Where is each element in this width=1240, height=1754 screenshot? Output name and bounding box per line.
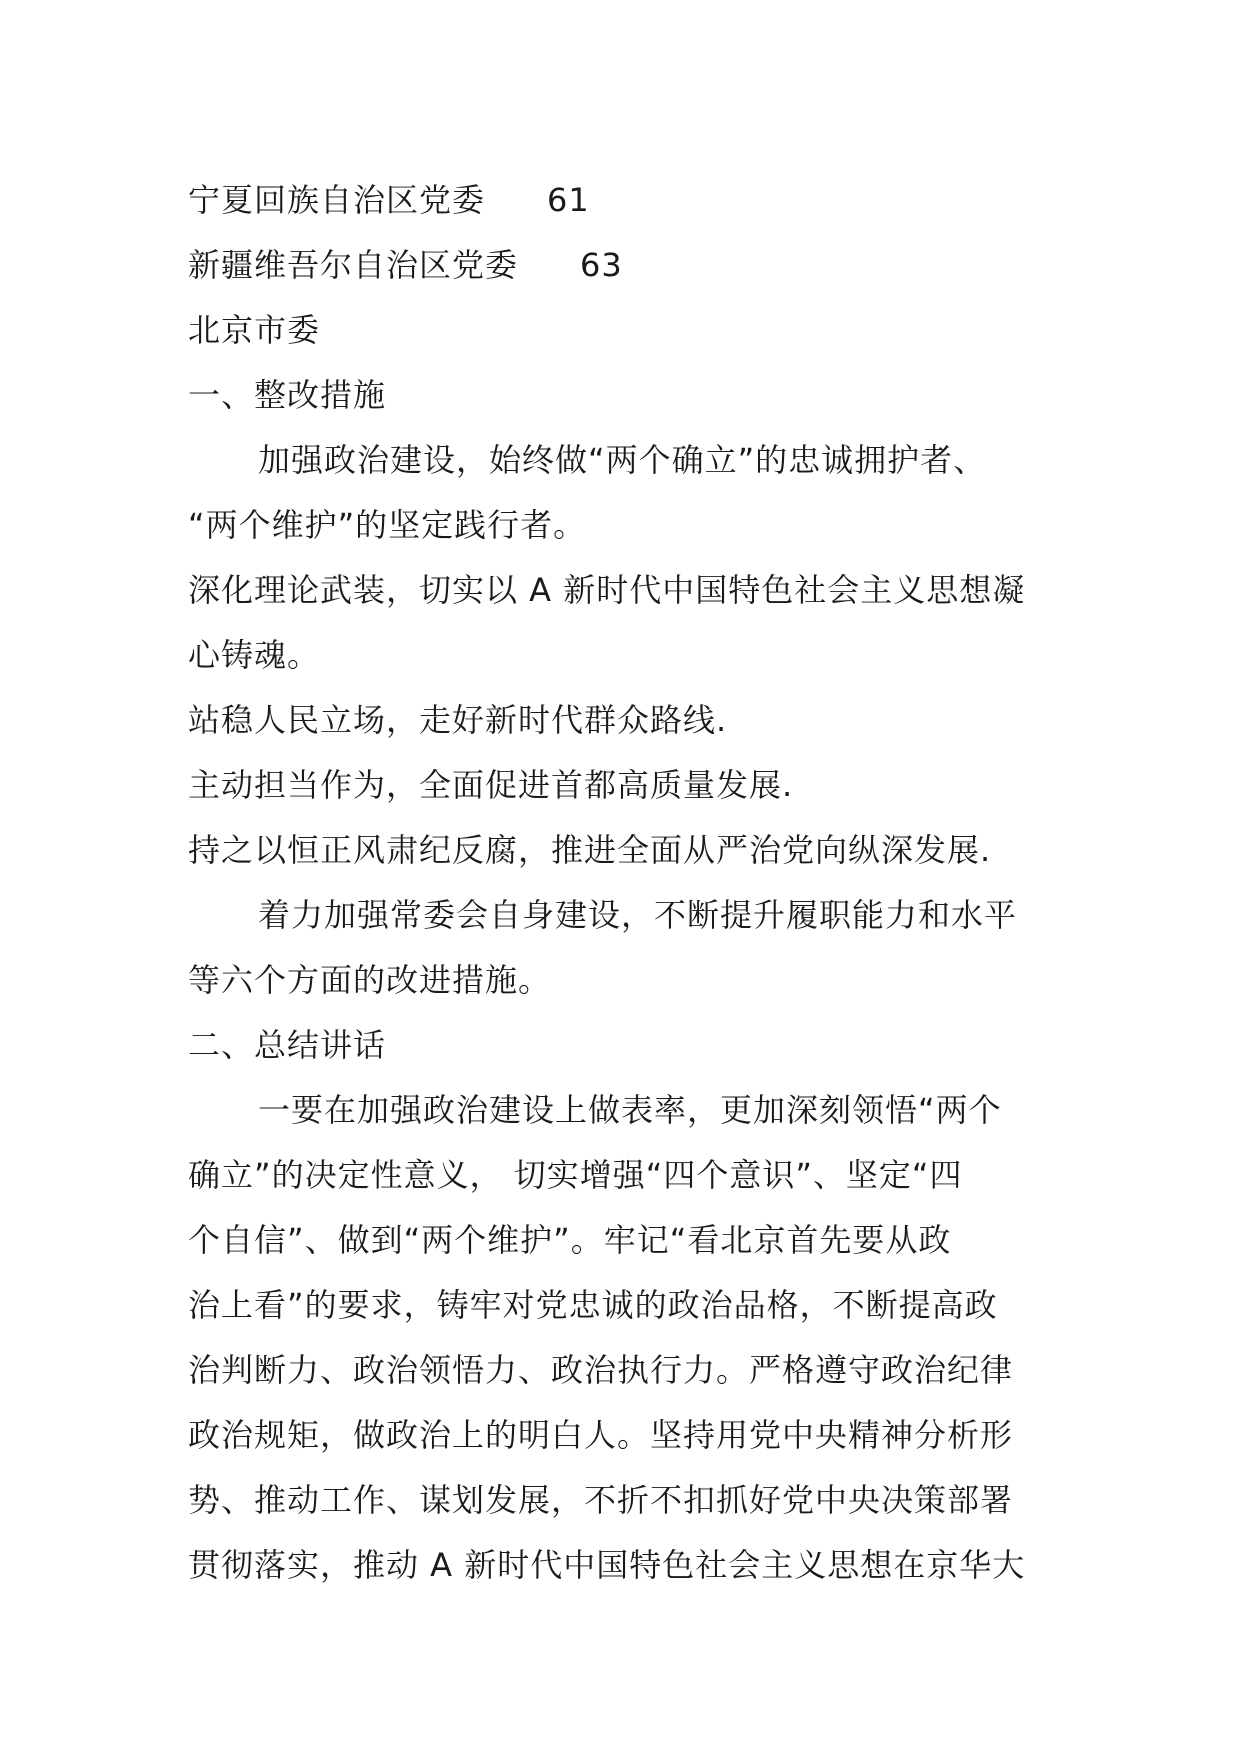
toc-entry-ningxia (188, 168, 1068, 233)
measure-paragraph-6-cont: 等六个方面的改进措施。 (188, 961, 552, 999)
toc-entry-title: 宁夏回族自治区党委 (188, 181, 486, 219)
measure-paragraph-2: 深化理论武装，切实以 A 新时代中国特色社会主义思想凝 (188, 571, 1026, 609)
toc-entry-xinjiang (188, 233, 1068, 298)
measure-paragraph-5: 持之以恒正风肃纪反腐，推进全面从严治党向纵深发展. (188, 831, 992, 869)
speech-line: 势、推动工作、谋划发展，不折不扣抓好党中央决策部署 (188, 1481, 1014, 1519)
measure-paragraph-4: 主动担当作为，全面促进首都高质量发展. (188, 766, 794, 804)
measure-paragraph-2-cont: 心铸魂。 (188, 636, 321, 674)
speech-line: 政治规矩，做政治上的明白人。坚持用党中央精神分析形 (188, 1416, 1014, 1454)
toc-entry-page: 61 (547, 181, 590, 219)
speech-line: 确立”的决定性意义， 切实增强“四个意识”、坚定“四 (188, 1156, 963, 1194)
document-page (188, 168, 1068, 1598)
measure-paragraph-3: 站稳人民立场，走好新时代群众路线. (188, 701, 728, 739)
heading-rectification-measures: 一、整改措施 (188, 376, 387, 414)
speech-line: 治判断力、政治领悟力、政治执行力。严格遵守政治纪律 (188, 1351, 1014, 1389)
measure-paragraph-6: 着力加强常委会自身建设，不断提升履职能力和水平 (258, 896, 1018, 934)
measure-paragraph-1: 加强政治建设，始终做“两个确立”的忠诚拥护者、 (258, 441, 987, 479)
toc-entry-title: 新疆维吾尔自治区党委 (188, 246, 519, 284)
speech-line: 个自信”、做到“两个维护”。牢记“看北京首先要从政 (188, 1221, 952, 1259)
section-title: 北京市委 (188, 311, 321, 349)
measure-paragraph-1-cont: “两个维护”的坚定践行者。 (188, 506, 587, 544)
speech-line: 贯彻落实，推动 A 新时代中国特色社会主义思想在京华大 (188, 1546, 1026, 1584)
speech-line: 一要在加强政治建设上做表率，更加深刻领悟“两个 (258, 1091, 1002, 1129)
speech-line: 治上看”的要求，铸牢对党忠诚的政治品格，不断提高政 (188, 1286, 998, 1324)
heading-summary-speech: 二、总结讲话 (188, 1026, 387, 1064)
toc-entry-page: 63 (580, 246, 623, 284)
